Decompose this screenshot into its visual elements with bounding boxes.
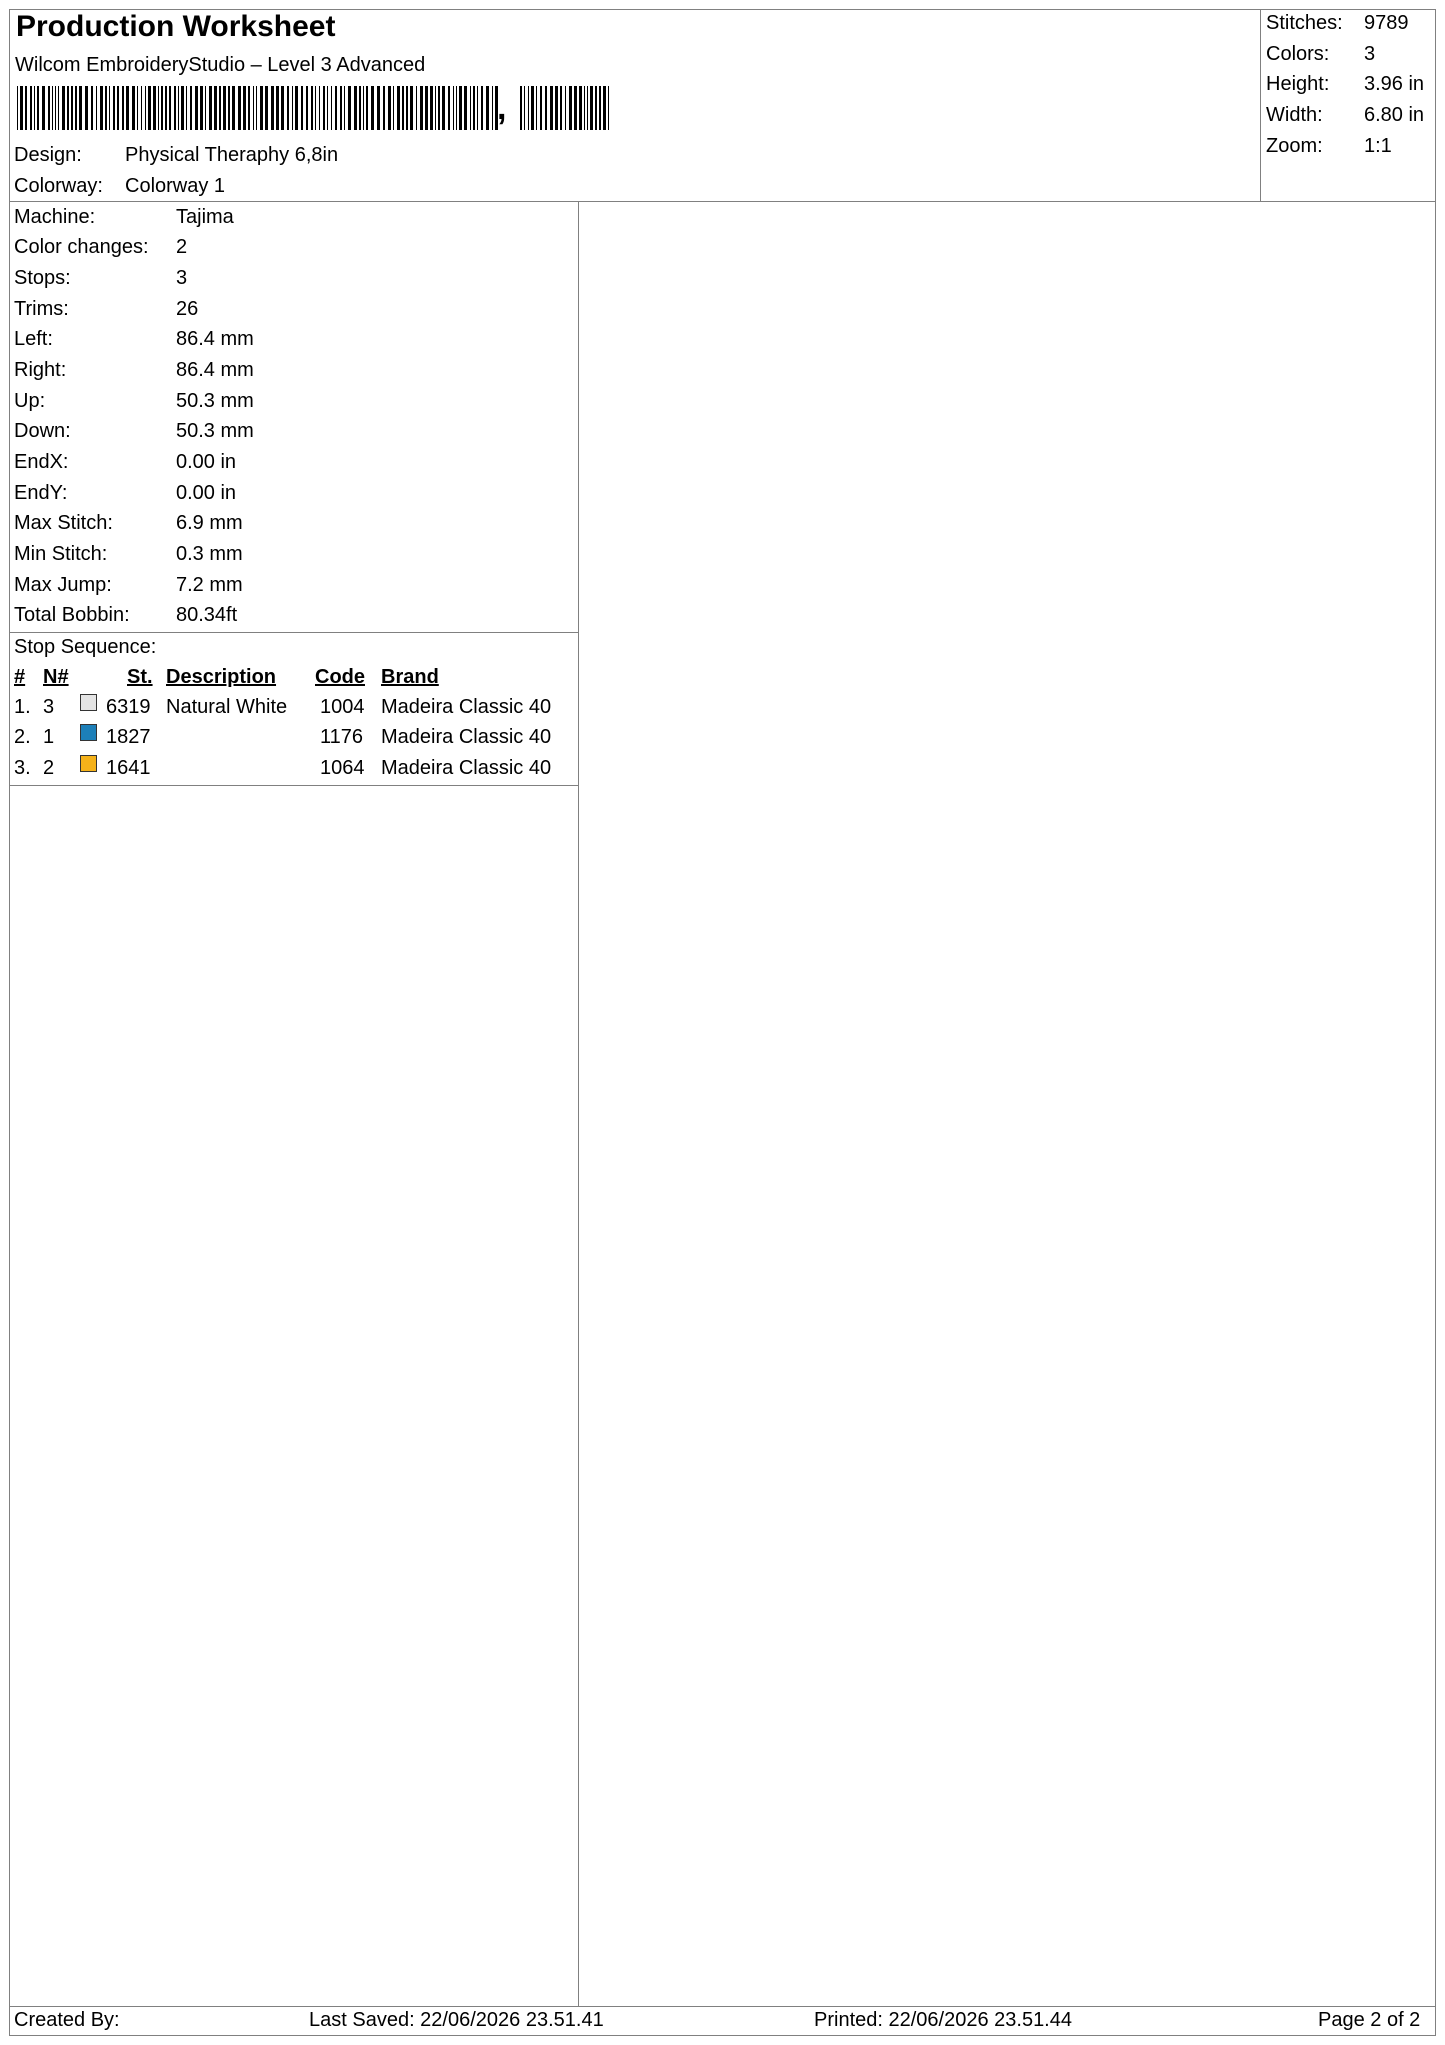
detail-label: Color changes: xyxy=(14,236,149,258)
header-divider xyxy=(9,201,1436,202)
thread-color-swatch xyxy=(80,694,97,711)
col-header-num: # xyxy=(14,666,26,688)
colorway-value: Colorway 1 xyxy=(125,175,226,197)
summary-value: 3.96 in xyxy=(1364,73,1425,95)
detail-label: Total Bobbin: xyxy=(14,604,130,626)
detail-label: EndY: xyxy=(14,482,68,504)
row-description: Natural White xyxy=(166,696,288,718)
thread-color-swatch xyxy=(80,755,97,772)
row-code: 1064 xyxy=(320,757,365,779)
detail-value: 2 xyxy=(176,236,188,258)
row-stitches: 6319 xyxy=(106,696,151,718)
summary-value: 3 xyxy=(1364,43,1376,65)
design-label: Design: xyxy=(14,144,82,166)
row-brand: Madeira Classic 40 xyxy=(381,726,552,748)
detail-label: Min Stitch: xyxy=(14,543,108,565)
col-header-code: Code xyxy=(315,666,365,688)
page-title: Production Worksheet xyxy=(16,10,336,43)
footer-last-saved: Last Saved: 22/06/2026 23.51.41 xyxy=(309,2009,604,2031)
detail-value: 50.3 mm xyxy=(176,420,254,442)
row-num: 2. xyxy=(14,726,31,748)
summary-label: Height: xyxy=(1266,73,1330,95)
detail-value: Tajima xyxy=(176,206,234,228)
footer-printed: Printed: 22/06/2026 23.51.44 xyxy=(814,2009,1072,2031)
footer-divider xyxy=(9,2006,1436,2007)
summary-value: 9789 xyxy=(1364,12,1409,34)
summary-label: Stitches: xyxy=(1266,12,1343,34)
col-header-needle: N# xyxy=(43,666,69,688)
barcode-separator: , xyxy=(497,89,507,127)
summary-value: 1:1 xyxy=(1364,135,1392,157)
row-needle: 3 xyxy=(43,696,55,718)
detail-label: Up: xyxy=(14,390,46,412)
detail-value: 0.00 in xyxy=(176,451,237,473)
detail-value: 26 xyxy=(176,298,199,320)
row-brand: Madeira Classic 40 xyxy=(381,696,552,718)
column-divider xyxy=(578,201,579,2006)
software-subtitle: Wilcom EmbroideryStudio – Level 3 Advanced xyxy=(15,54,426,76)
col-header-stitches: St. xyxy=(127,666,153,688)
row-num: 3. xyxy=(14,757,31,779)
design-value: Physical Theraphy 6,8in xyxy=(125,144,339,166)
footer-page-number: Page 2 of 2 xyxy=(1318,2009,1421,2031)
summary-label: Width: xyxy=(1266,104,1323,126)
summary-value: 6.80 in xyxy=(1364,104,1425,126)
detail-value: 0.3 mm xyxy=(176,543,243,565)
detail-label: Trims: xyxy=(14,298,69,320)
detail-label: Max Jump: xyxy=(14,574,112,596)
detail-label: Max Stitch: xyxy=(14,512,113,534)
summary-label: Zoom: xyxy=(1266,135,1323,157)
summary-divider xyxy=(1260,9,1261,201)
row-stitches: 1827 xyxy=(106,726,151,748)
detail-value: 7.2 mm xyxy=(176,574,243,596)
detail-label: EndX: xyxy=(14,451,69,473)
detail-label: Stops: xyxy=(14,267,71,289)
details-divider xyxy=(9,632,578,633)
detail-value: 86.4 mm xyxy=(176,328,254,350)
detail-value: 3 xyxy=(176,267,188,289)
detail-label: Right: xyxy=(14,359,67,381)
stops-divider xyxy=(9,785,578,786)
row-code: 1176 xyxy=(320,726,364,748)
stop-sequence-title: Stop Sequence: xyxy=(14,636,157,658)
col-header-brand: Brand xyxy=(381,666,439,688)
worksheet-frame xyxy=(9,9,1436,2036)
row-brand: Madeira Classic 40 xyxy=(381,757,552,779)
detail-value: 0.00 in xyxy=(176,482,237,504)
row-num: 1. xyxy=(14,696,31,718)
thread-color-swatch xyxy=(80,724,97,741)
row-stitches: 1641 xyxy=(106,757,151,779)
summary-label: Colors: xyxy=(1266,43,1330,65)
row-needle: 1 xyxy=(43,726,55,748)
row-code: 1004 xyxy=(320,696,365,718)
detail-value: 80.34ft xyxy=(176,604,238,626)
colorway-label: Colorway: xyxy=(14,175,103,197)
detail-label: Machine: xyxy=(14,206,96,228)
col-header-description: Description xyxy=(166,666,277,688)
barcode xyxy=(17,86,610,130)
detail-value: 6.9 mm xyxy=(176,512,243,534)
detail-value: 50.3 mm xyxy=(176,390,254,412)
detail-label: Down: xyxy=(14,420,71,442)
detail-value: 86.4 mm xyxy=(176,359,254,381)
footer-created-by: Created By: xyxy=(14,2009,120,2031)
row-needle: 2 xyxy=(43,757,55,779)
detail-label: Left: xyxy=(14,328,53,350)
